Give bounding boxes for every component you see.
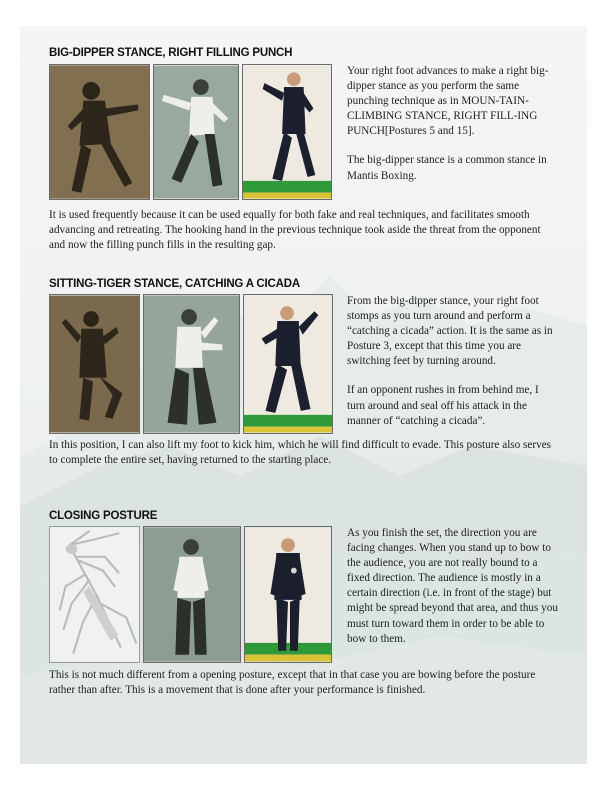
historic-photo-sepia [49,64,150,200]
modern-photo-studio [244,526,332,663]
side-text-closing [347,526,559,661]
historic-photo-green [153,64,239,200]
green-figure-closing-image [144,527,240,662]
paragraph: If an opponent rushes in from behind me, I turn around and seal off his attack in the manner of “catching a cicada”. [347,384,539,427]
green-figure-cicada-image [144,295,239,433]
green-figure-punch-image [154,65,238,199]
full-text-big-dipper: It is used frequently because it can be used equally for both fake and real techniques, and facilitates smooth advancing and retreating. The hooking hand in the previous technique took aside the threat from the opponent and now the filling punch fills in the resulting gap. [49,209,541,252]
modern-figure-closing-image [245,527,331,662]
section-title-big-dipper: BIG-DIPPER STANCE, RIGHT FILLING PUNCH [49,47,293,59]
side-text-big-dipper [347,64,559,198]
paragraph: From the big-dipper stance, your right foot stomps as you turn around and perform a “catching a cicada” action. It is the same as in Posture 3, except that this time you are switching feet by turning around. [347,295,553,368]
full-text-closing: This is not much different from a opening posture, except that in that case you are bowing before the posture rather than after. This is a movement that is done after your performance is finished. [49,669,536,697]
sepia-figure-cicada-image [50,295,139,433]
mantis-illustration [49,526,140,663]
photo-row-sitting-tiger [49,294,333,434]
full-text-sitting-tiger: In this position, I can also lift my foot to kick him, which he will find difficult to evade. This posture also serves to complete the entire set, having returned to the starting place. [49,439,552,467]
historic-photo-green [143,294,240,434]
photo-row-closing [49,526,332,663]
praying-mantis-icon [50,527,139,662]
side-text-sitting-tiger [347,294,559,443]
paragraph: As you finish the set, the direction you are facing changes. When you stand up to bow to the audience, you are not really bound to a fixed direction. The audience is mostly in a certain direction (i.e. in front of the stage) but might be spread beyond that area, and thus you must turn toward them in order to be able to bow to them. [347,527,558,645]
historic-photo-green [143,526,241,663]
photo-row-big-dipper [49,64,332,200]
paragraph: The big-dipper stance is a common stance in Mantis Boxing. [347,154,547,182]
historic-photo-sepia [49,294,140,434]
section-title-sitting-tiger: SITTING-TIGER STANCE, CATCHING A CICADA [49,278,300,290]
paragraph: Your right foot advances to make a right big-dipper stance as you perform the same punching technique as in MOUN-TAIN-CLIMBING STANCE, RIGHT FILL-ING PUNCH[Postures 5 and 15]. [347,65,549,138]
sepia-figure-punch-image [50,65,149,199]
modern-photo-studio [243,294,333,434]
modern-photo-studio [242,64,332,200]
modern-figure-punch-image [243,65,331,199]
book-page [20,26,587,764]
modern-figure-cicada-image [244,295,332,433]
section-title-closing: CLOSING POSTURE [49,510,158,522]
